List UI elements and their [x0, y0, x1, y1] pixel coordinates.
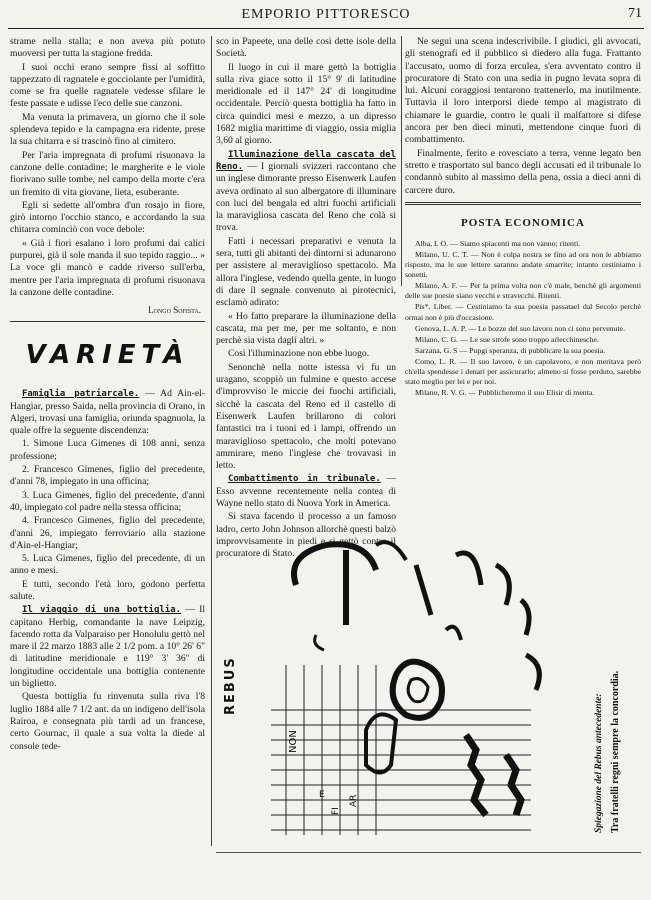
posta-economica-title: POSTA ECONOMICA [461, 216, 585, 229]
viaggio-heading: Il viaggio di una bottiglia. [22, 605, 182, 616]
posta-item: Milano, U. C. T. — Non è colpa nostra se fino ad ora non le abbiamo risposto, ma le sue lettere saranno andate smarrite; intanto cestiniamo i sonetti. [405, 249, 641, 280]
famiglia-list-item: 3. Luca Gimenes, figlio del precedente, d'anni 40, impiegato col padre nella stessa officina; [10, 489, 205, 513]
posta-economica-list [405, 239, 641, 398]
section-rule [405, 202, 641, 205]
rebus-letter-shapes [294, 542, 539, 815]
rebus-solution-caption: Spiegazione del Rebus antecedente: [594, 693, 604, 833]
viaggio-intro: — Il capitano Herbig, comandante la nave Leipzig, facendo rotta da Valparaiso per Honolulu gettò nel mare il 22 marzo 1883 alle 2 1/2 pom. a 10° 26' 6" di latitudine meridionale e 119° 3' 36" di longitudine occidentale una bottiglia contenente un biglietto. [10, 604, 205, 690]
viaggio-continued: sco in Papeete, una delle così dette isole della Società. [216, 36, 396, 60]
story-paragraph: Ma venuta la primavera, un giorno che il sole splendeva tepido e la campagna era ridente, prese la sua chitarra e si trascinò fino al cimitero. [10, 111, 205, 148]
illuminazione-quote: « Ho fatto preparare la illuminazione della cascata, ma per me, per me soltanto, e non perchè sia vista dagli altri. » [216, 310, 396, 347]
famiglia-list-item: 4. Francesco Gimenes, figlio del precedente, d'anni 26, impiegato ferroviario alla stazione d'Ain-el-Hangiar; [10, 515, 205, 551]
column-divider-1 [211, 36, 212, 846]
posta-item: Milano, R. V. G. — Pubblicheremo il suo Elisir di menta. [415, 388, 595, 398]
rebus-letters-ar: AR [349, 794, 359, 807]
posta-item: Alba, I. O. — Siamo spiacenti ma non vanno; ritenti. [415, 238, 581, 248]
story-paragraph: « Già i fiori esalano i loro profumi dai calici purpurei, già il sole manda il suo tepido raggio... » La voce gli mancò e cadde riverso sull'erba, mentre per l'aria impregnata di profumi risuonava la canzone delle contadine. [10, 237, 205, 298]
posta-item: Genova, L. A. P. — Le bozze del suo lavoro non ci sono pervenute. [415, 323, 626, 333]
famiglia-article [10, 388, 205, 437]
page-number: 71 [628, 6, 642, 21]
famiglia-list-item: 2. Francesco Gimenes, figlio del precedente, d'anni 78, impiegato in una officina; [10, 464, 205, 488]
story-paragraph: Per l'aria impregnata di profumi risuonava la canzone delle contadine; le margherite e le viole fiorivano sulle tombe, nel campo della morte c'era un fremito di vita giovane, lieta, esuberante. [10, 149, 205, 198]
illuminazione-paragraph: Fatti i necessari preparativi e venuta la sera, tutti gli abitanti dei dintorni si adunarono per assistere al meraviglioso spettacolo. Ma allora l'inglese, vedendo quella gente, in luogo di dare il segnale convenuto ai pirotecnici, esclamò adirato: [216, 235, 396, 309]
combattimento-continued: Ne seguì una scena indescrivibile. I giudici, gli avvocati, gli stenografi ed il pubblico si diedero alla fuga. Frattanto l'accusato, uomo di forza erculea, s'era avventato contro il procuratore di Stato con una sedia in pugno levata sopra di lui. Alcuni coraggiosi tentarono trattenerlo, ma inutilmente. Tuttavia il loro interporsi diede tempo al magistrato di chiamare le guardie, contro le quali il malfattore si difese ancora per ben dieci minuti, mettendone cinque fuori di combattimento. [405, 36, 641, 146]
rebus-solution-text: Tra fratelli regni sempre la concordia. [610, 670, 621, 833]
illuminazione-intro: — I giornali svizzeri raccontano che un inglese dimorante presso Eisenwerk Laufen aveva ordinato al suo albergatore di illuminare con luci del bengala ed altri fuochi artificiali la maravigliosa cascata del Reno che colà si trova. [216, 160, 396, 234]
illuminazione-paragraph: Senonchè nella notte istessa vi fu un uragano, scoppiò un fulmine e questo accese d'improvviso le miccie dei fuochi artificiali, sicchè la cascata del Reno ed il castello di Eisenwerk Laufen brillarono di colori fantastici tra i tuoni ed i lampi, offrendo un maraviglioso spettacolo, che molti potevano ammirare, meno l'inglese che trovavasi in letto. [216, 361, 396, 472]
posta-item: Milano, C. G. — Le sue strofe sono troppo arlecchinesche. [415, 334, 599, 344]
section-title-varieta: VARIETÀ [25, 340, 190, 371]
illuminazione-article [216, 149, 396, 235]
rebus-label: REBUS [223, 656, 238, 715]
posta-item: Pis*, Liber. — Cestiniamo la sua poesia passatael dal Secolo perchè ormai non è più d'occasione. [405, 302, 641, 322]
bottom-rule [216, 852, 641, 853]
masthead-title: EMPORIO PITTORESCO [241, 7, 411, 22]
story-paragraph: strame nella stalla; e non aveva più potuto muoversi per tutta la stagione fredda. [10, 36, 205, 60]
famiglia-intro: — Ad Ain-el-Hangiar, presso Saida, nella provincia di Orano, in Algeri, trovasi una famiglia, oriunda spagnuola, la quale offre la seguente discendenza: [10, 388, 205, 437]
combattimento-article [216, 473, 396, 510]
rebus-picture [216, 515, 641, 847]
rebus-letters-fi: FI [331, 807, 341, 815]
posta-item: Como, L. R. — Il suo lavoro, è un capolavoro, e non meritava però ch'ella spendesse i denari per assicurarlo; almeno si fosse perduto, sarebbe stato meglio per lei e per noi. [405, 356, 641, 387]
story-paragraph: Egli si sedette all'ombra d'un rosajo in fiore, girò intorno l'occhio stanco, e accordando la sua chitarra cominciò con voce debole: [10, 199, 205, 236]
famiglia-list-item: E tutti, secondo l'età loro, godono perfetta salute. [10, 578, 205, 602]
viaggio-paragraph: Il luogo in cui il mare gettò la bottiglia sulla riva giace sotto il 15° 9' di latitudine meridionale ed il 147° 24' di longitudine occidentale. Perciò questa bottiglia ha fatto in circa quindici mesi e mezzo, a un dipresso 1682 miglia marittime di viaggio, ossia miglia 3,60 al giorno. [216, 61, 396, 147]
page-header [8, 2, 644, 29]
combattimento-paragraph: Finalmente, ferito e rovesciato a terra, venne legato ben stretto e trasportato sul banco degli accusati ed il tribunale lo condannò subito al massimo della pena, ossia a dieci anni di carcere duro. [405, 147, 641, 196]
posta-item: Sarzana, G. S — Pupgi speranza, di pubblicare la sua poesia. [415, 345, 606, 355]
illuminazione-paragraph: Così l'illuminazione non ebbe luogo. [228, 348, 370, 360]
column-2 [216, 36, 396, 561]
famiglia-list-item: 5. Luca Gimenes, figlio del precedente, di un anno e mesi. [10, 553, 205, 577]
viaggio-article [10, 604, 205, 690]
author-signature: Longo Sofista. [148, 305, 201, 316]
column-divider-2 [401, 36, 402, 286]
posta-item: Milano, A. F. — Per la prima volta non c'è male, benchè gli argomenti delle sue poesie siano vecchi e stravecchi. Ritenti. [405, 281, 641, 301]
viaggio-paragraph: Questa bottiglia fu rinvenuta sulla riva l'8 luglio 1884 alle 7 1/2 ant. da un indigeno dell'isola Rairoa, e consegnata più tardi ad un francese, certo Gournac, il quale a sua volta la diede al console tede- [10, 691, 205, 752]
rebus-letters-non: NON [288, 730, 299, 753]
famiglia-heading: Famiglia patriarcale. [22, 389, 140, 400]
illuminazione-heading: Illuminazione della cascata del Reno. [216, 149, 396, 172]
famiglia-list-item: 1. Simone Luca Gimenes di 108 anni, senza professione; [10, 438, 205, 462]
column-1 [10, 36, 205, 754]
rebus-letters-e: E [319, 790, 325, 800]
column-3 [405, 36, 641, 399]
section-rule [10, 321, 205, 322]
combattimento-paragraph: Si stava facendo il processo a un famoso ladro, certo John Johnson allorchè questi balzò improvvisamente in piedi e si gettò contro il procuratore di Stato. [216, 511, 396, 560]
story-paragraph: I suoi occhi erano sempre fissi al soffitto tappezzato di ragnatele e gocciolante per l'umidità, come se fra quelle ragnatele vedesse sfilare le feste passate e udisse l'eco delle sue canzoni. [10, 61, 205, 110]
combattimento-heading: Combattimento in tribunale. [228, 474, 381, 485]
combattimento-intro: — Esso avvenne recentemente nella contea di Wayne nello stato di Nuova York in America. [216, 473, 396, 509]
rebus-illustration [216, 515, 641, 847]
music-staff [271, 665, 531, 835]
